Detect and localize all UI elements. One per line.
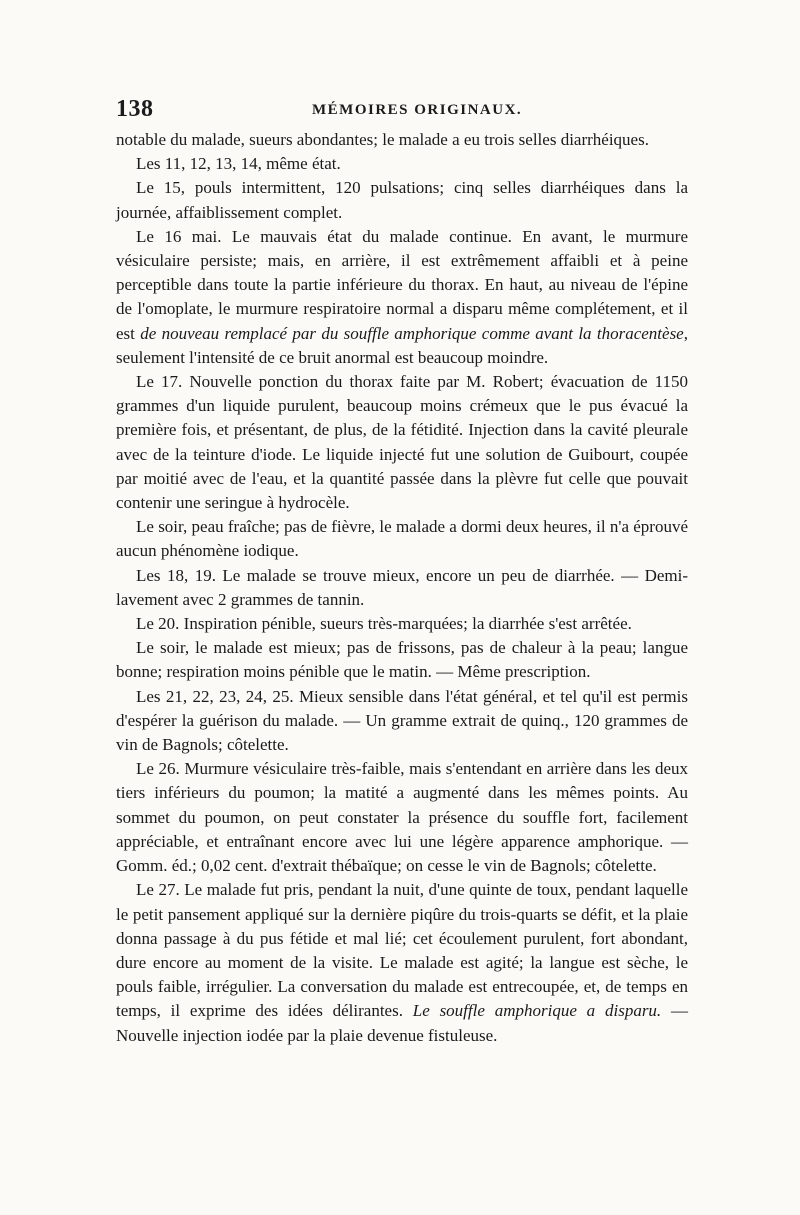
page-header [116, 96, 688, 126]
paragraph: Les 21, 22, 23, 24, 25. Mieux sensible dans l'état général, et tel qu'il est permis d'espérer la guérison du malade. — Un gramme extrait de quinq., 120 grammes de vin de Bagnols; côtelette. [116, 686, 688, 755]
paragraph-text: Le 16 mai. Le mauvais état du malade continue. En avant, le murmure vésiculaire persiste; mais, en arrière, il est extrêmement affaibli et à peine perceptible dans toute la partie inférieure du thorax. En haut, au niveau de l'épine de l'omoplate, le murmure respiratoire normal a disparu même complétement, et il est [116, 226, 688, 343]
italic-phrase: Le souffle amphorique a disparu. [412, 1001, 662, 1021]
paragraph: Le 26. Murmure vésiculaire très-faible, mais s'entendant en arrière dans les deux tiers inférieurs du poumon; la matité a augmenté dans les mêmes points. Au sommet du poumon, on peut constater la présence du souffle fort, facilement appréciable, et entraînant encore avec lui une légère apparence amphorique. — Gomm. éd.; 0,02 cent. d'extrait thébaïque; on cesse le vin de Bagnols; côtelette. [116, 759, 688, 876]
paragraph-text: — Nouvelle injection iodée par la plaie devenue fistuleuse. [116, 1001, 688, 1045]
page-number: 138 [116, 96, 154, 122]
paragraph: Le 17. Nouvelle ponction du thorax faite par M. Robert; évacuation de 1150 grammes d'un liquide purulent, beaucoup moins crémeux que le pus évacué la première fois, et présentant, de plus, de la fétidité. Injection dans la cavité pleurale avec de la teinture d'iode. Le liquide injecté fut une solution de Guibourt, coupée par moitié avec de l'eau, et la quantité passée dans la plèvre fut celle que pouvait contenir une seringue à hydrocèle. [116, 372, 688, 513]
body-text [116, 128, 688, 1048]
italic-phrase: de nouveau remplacé par du souffle amphorique comme avant la thoracentèse [140, 323, 684, 343]
paragraph: notable du malade, sueurs abondantes; le malade a eu trois selles diarrhéiques. [116, 130, 649, 149]
paragraph: Le 20. Inspiration pénible, sueurs très-marquées; la diarrhée s'est arrêtée. [136, 614, 632, 634]
paragraph: Le soir, le malade est mieux; pas de frissons, pas de chaleur à la peau; langue bonne; respiration moins pénible que le matin. — Même prescription. [116, 638, 688, 682]
paragraph: Le 15, pouls intermittent, 120 pulsations; cinq selles diarrhéiques dans la journée, affaiblissement complet. [116, 178, 688, 222]
paragraph: Les 11, 12, 13, 14, même état. [136, 154, 341, 174]
paragraph: Les 18, 19. Le malade se trouve mieux, encore un peu de diarrhée. — Demi-lavement avec 2 grammes de tannin. [116, 565, 688, 609]
paragraph-text: , seulement l'intensité de ce bruit anormal est beaucoup moindre. [116, 323, 688, 367]
paragraph-text: Le 27. Le malade fut pris, pendant la nuit, d'une quinte de toux, pendant laquelle le petit pansement appliqué sur la dernière piqûre du trois-quarts se défit, et la plaie donna passage à du pus fétide et mal lié; cet écoulement purulent, fort abondant, dure encore au moment de la visite. Le malade est agité; la langue est sèche, le pouls faible, irrégulier. La conversation du malade est entrecoupée, et, de temps en temps, il exprime des idées délirantes. [116, 880, 688, 1021]
paragraph [116, 225, 688, 370]
running-title: MÉMOIRES ORIGINAUX. [312, 102, 523, 118]
paragraph: Le soir, peau fraîche; pas de fièvre, le malade a dormi deux heures, il n'a éprouvé aucun phénomène iodique. [116, 517, 688, 561]
paragraph [116, 878, 688, 1047]
